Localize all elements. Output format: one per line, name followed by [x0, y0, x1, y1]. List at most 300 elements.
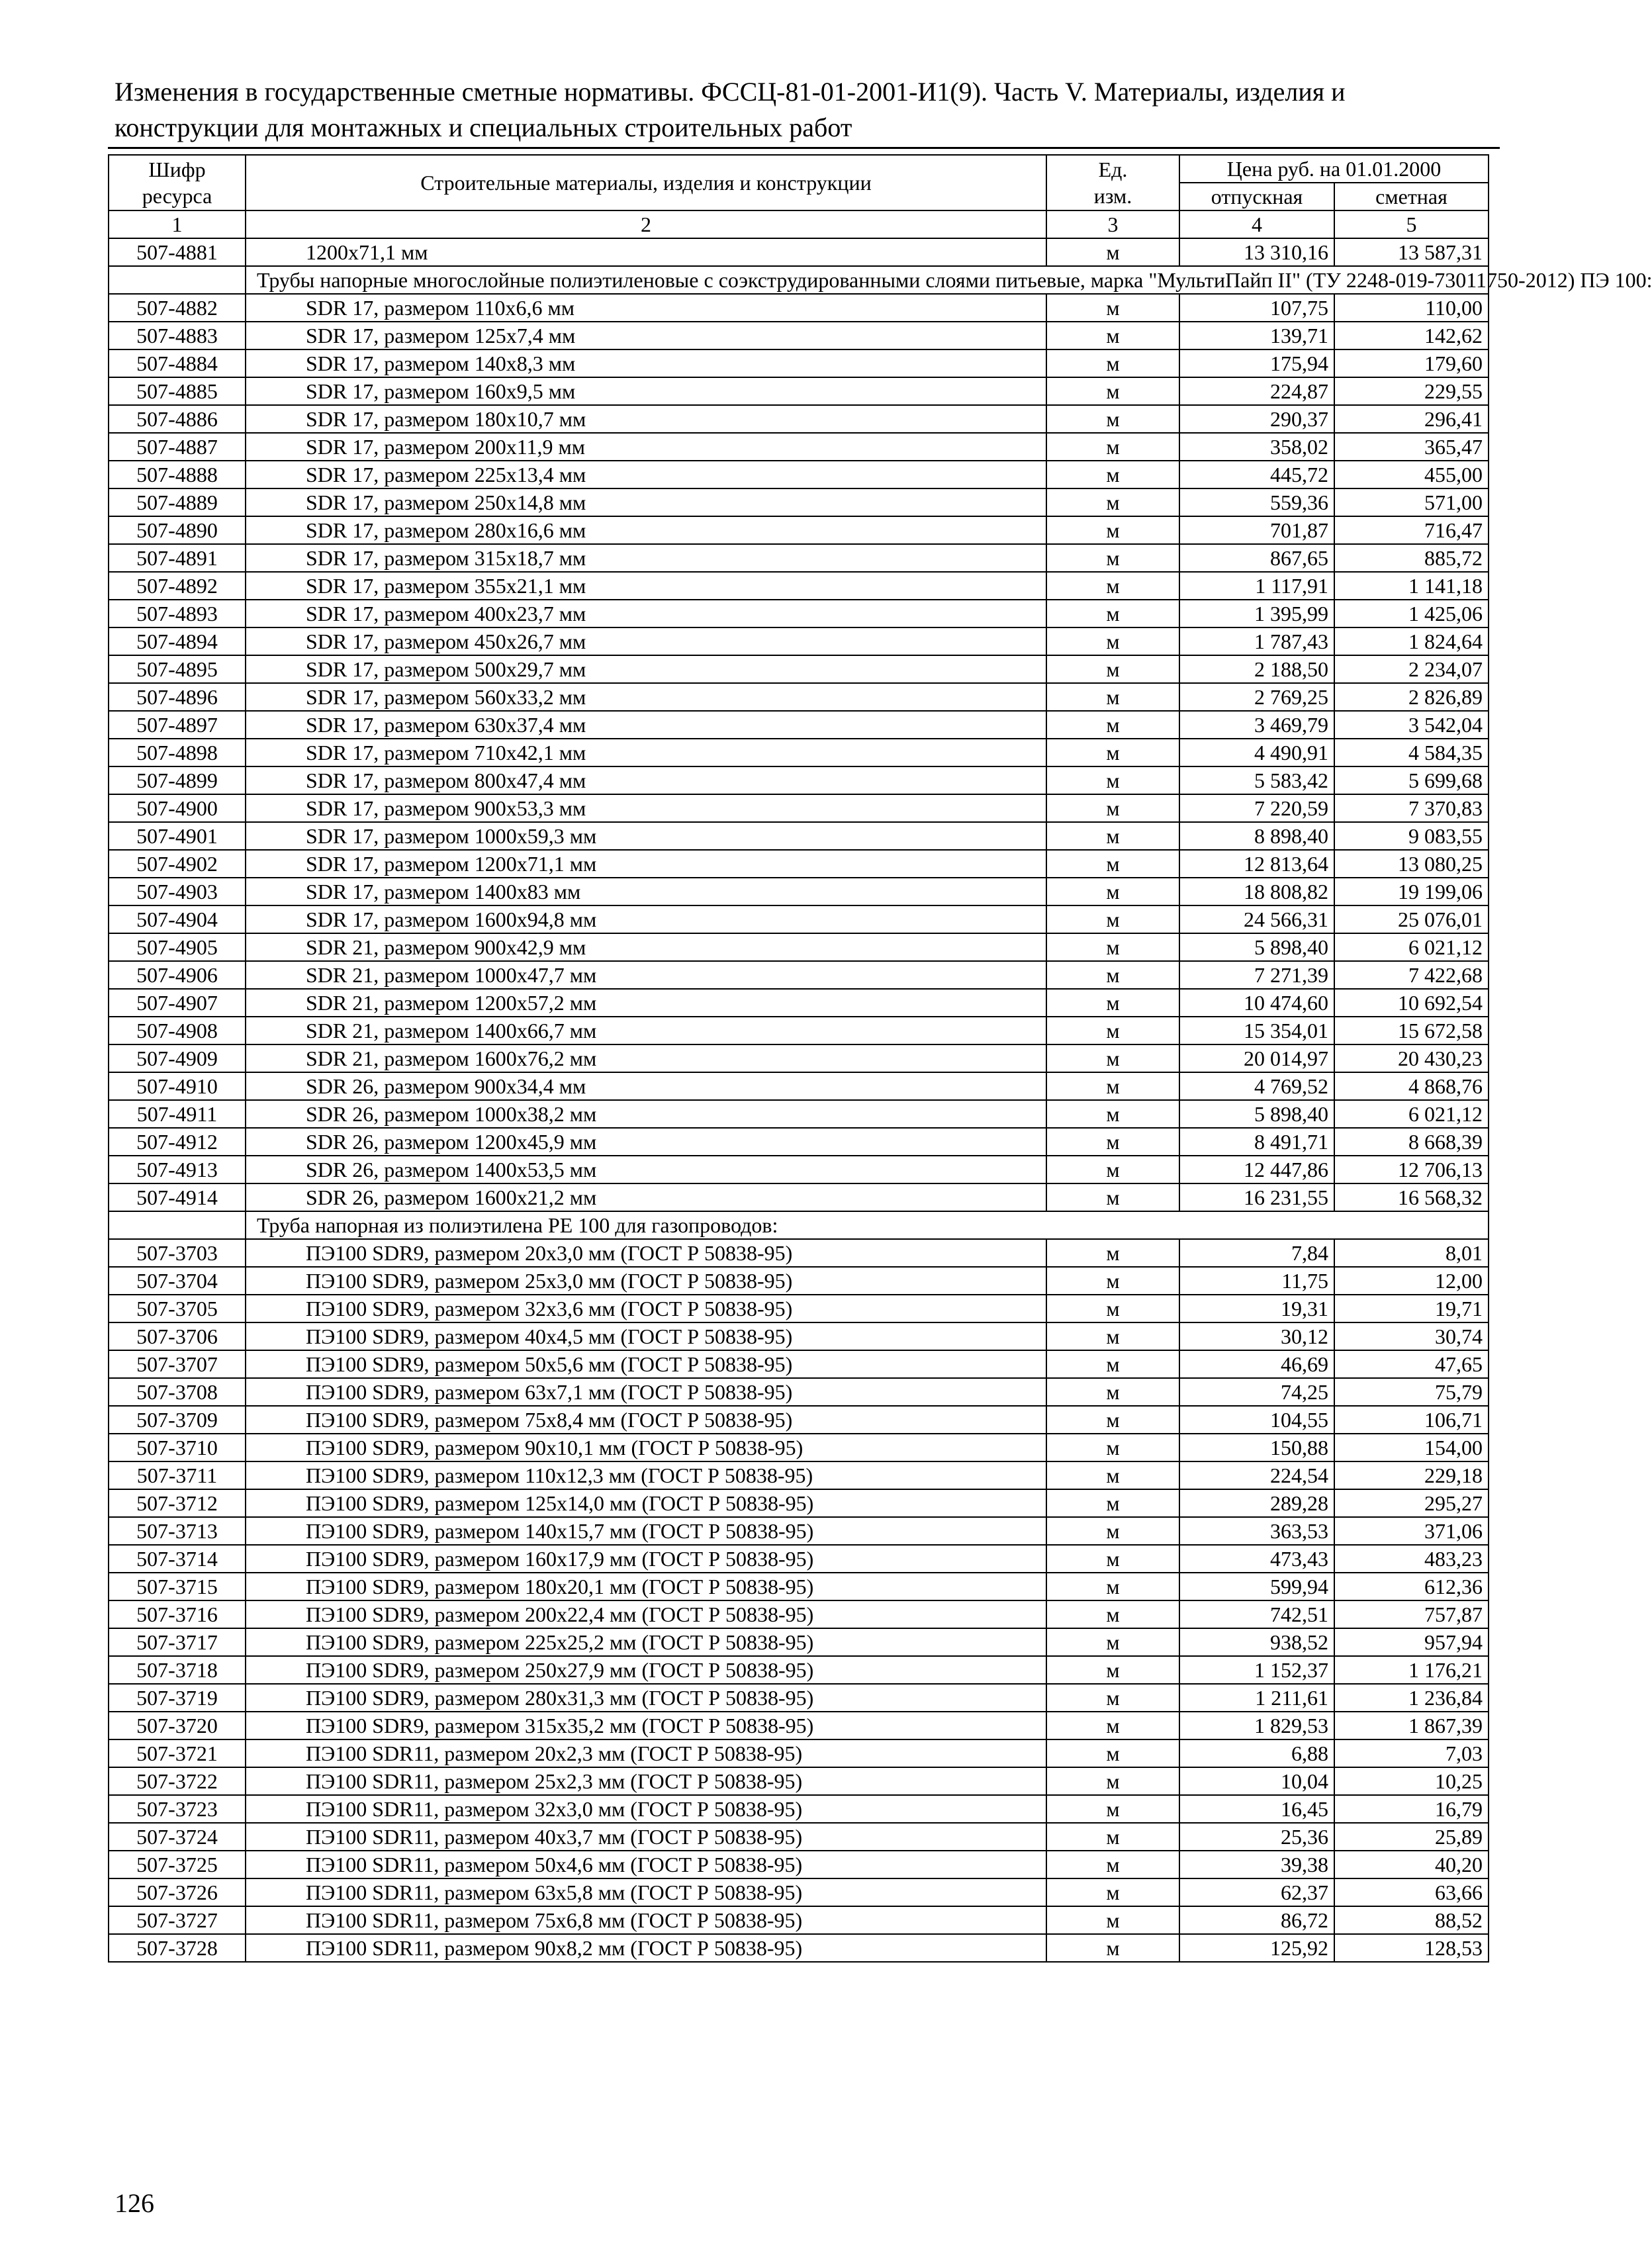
material-name: SDR 17, размером 355х21,1 мм	[246, 572, 1046, 600]
unit: м	[1046, 1295, 1179, 1322]
resource-code: 507-3722	[109, 1767, 246, 1795]
release-price: 1 829,53	[1179, 1712, 1334, 1739]
resource-code: 507-3728	[109, 1934, 246, 1962]
unit: м	[1046, 433, 1179, 461]
table-row	[109, 488, 1489, 516]
header-line-1: Изменения в государственные сметные нормативы. ФССЦ-81-01-2001-И1(9). Часть V. Материалы, изделия и	[115, 77, 1346, 107]
material-name: ПЭ100 SDR9, размером 140х15,7 мм (ГОСТ Р 50838-95)	[246, 1517, 1046, 1545]
release-price: 10 474,60	[1179, 989, 1334, 1017]
table-row	[109, 655, 1489, 683]
release-price: 224,87	[1179, 377, 1334, 405]
estimate-price: 179,60	[1334, 349, 1489, 377]
unit: м	[1046, 461, 1179, 488]
estimate-price: 957,94	[1334, 1628, 1489, 1656]
unit: м	[1046, 1767, 1179, 1795]
estimate-price: 3 542,04	[1334, 711, 1489, 739]
page-header	[115, 74, 1504, 146]
table-row	[109, 711, 1489, 739]
release-price: 5 583,42	[1179, 766, 1334, 794]
resource-code: 507-3711	[109, 1461, 246, 1489]
material-name: SDR 26, размером 1600х21,2 мм	[246, 1183, 1046, 1211]
resource-code: 507-4899	[109, 766, 246, 794]
release-price: 150,88	[1179, 1434, 1334, 1461]
resource-code: 507-3717	[109, 1628, 246, 1656]
unit: м	[1046, 1489, 1179, 1517]
unit: м	[1046, 905, 1179, 933]
release-price: 473,43	[1179, 1545, 1334, 1573]
resource-code: 507-4882	[109, 294, 246, 322]
material-name: SDR 17, размером 250х14,8 мм	[246, 488, 1046, 516]
material-name: SDR 17, размером 900х53,3 мм	[246, 794, 1046, 822]
table-row	[109, 1628, 1489, 1656]
estimate-price: 1 236,84	[1334, 1684, 1489, 1712]
estimate-price: 612,36	[1334, 1573, 1489, 1600]
table-row	[109, 850, 1489, 878]
release-price: 8 491,71	[1179, 1128, 1334, 1156]
material-name: ПЭ100 SDR9, размером 200х22,4 мм (ГОСТ Р 50838-95)	[246, 1600, 1046, 1628]
resource-code: 507-3719	[109, 1684, 246, 1712]
resource-code: 507-4904	[109, 905, 246, 933]
group-1-heading	[109, 266, 1652, 294]
table-row	[109, 461, 1489, 488]
release-price: 24 566,31	[1179, 905, 1334, 933]
resource-code: 507-4897	[109, 711, 246, 739]
release-price: 938,52	[1179, 1628, 1334, 1656]
column-number: 1	[109, 210, 246, 238]
material-name: SDR 17, размером 225х13,4 мм	[246, 461, 1046, 488]
group-2-heading	[109, 1211, 1489, 1239]
estimate-price: 19 199,06	[1334, 878, 1489, 905]
release-price: 13 310,16	[1179, 238, 1334, 266]
material-name: SDR 17, размером 800х47,4 мм	[246, 766, 1046, 794]
resource-code: 507-3718	[109, 1656, 246, 1684]
resource-code: 507-3724	[109, 1823, 246, 1851]
estimate-price: 12,00	[1334, 1267, 1489, 1295]
material-name: ПЭ100 SDR9, размером 90х10,1 мм (ГОСТ Р 50838-95)	[246, 1434, 1046, 1461]
estimate-price: 9 083,55	[1334, 822, 1489, 850]
table-row	[109, 1851, 1489, 1878]
resource-code: 507-4895	[109, 655, 246, 683]
material-name: ПЭ100 SDR9, размером 315х35,2 мм (ГОСТ Р 50838-95)	[246, 1712, 1046, 1739]
release-price: 25,36	[1179, 1823, 1334, 1851]
estimate-price: 571,00	[1334, 488, 1489, 516]
resource-code: 507-3704	[109, 1267, 246, 1295]
price-table	[108, 154, 1652, 1963]
estimate-price: 7 370,83	[1334, 794, 1489, 822]
estimate-price: 15 672,58	[1334, 1017, 1489, 1044]
table-row	[109, 349, 1489, 377]
table-row	[109, 627, 1489, 655]
table-row	[109, 1739, 1489, 1767]
unit: м	[1046, 711, 1179, 739]
release-price: 19,31	[1179, 1295, 1334, 1322]
table-row	[109, 377, 1489, 405]
material-name: ПЭ100 SDR11, размером 50х4,6 мм (ГОСТ Р 50838-95)	[246, 1851, 1046, 1878]
unit: м	[1046, 655, 1179, 683]
release-price: 599,94	[1179, 1573, 1334, 1600]
estimate-price: 8,01	[1334, 1239, 1489, 1267]
resource-code: 507-4891	[109, 544, 246, 572]
resource-code: 507-4914	[109, 1183, 246, 1211]
estimate-price: 1 425,06	[1334, 600, 1489, 627]
estimate-price: 13 080,25	[1334, 850, 1489, 878]
material-name: SDR 17, размером 140х8,3 мм	[246, 349, 1046, 377]
unit: м	[1046, 405, 1179, 433]
release-price: 1 117,91	[1179, 572, 1334, 600]
table-row	[109, 766, 1489, 794]
release-price: 1 152,37	[1179, 1656, 1334, 1684]
unit: м	[1046, 349, 1179, 377]
unit: м	[1046, 1573, 1179, 1600]
table-row	[109, 1600, 1489, 1628]
estimate-price: 229,55	[1334, 377, 1489, 405]
release-price: 74,25	[1179, 1378, 1334, 1406]
estimate-price: 110,00	[1334, 294, 1489, 322]
estimate-price: 6 021,12	[1334, 933, 1489, 961]
material-name: SDR 26, размером 1000х38,2 мм	[246, 1100, 1046, 1128]
resource-code: 507-3716	[109, 1600, 246, 1628]
material-name: ПЭ100 SDR9, размером 225х25,2 мм (ГОСТ Р 50838-95)	[246, 1628, 1046, 1656]
col-header-price: Цена руб. на 01.01.2000	[1179, 155, 1489, 183]
unit: м	[1046, 627, 1179, 655]
release-price: 559,36	[1179, 488, 1334, 516]
unit: м	[1046, 933, 1179, 961]
estimate-price: 365,47	[1334, 433, 1489, 461]
unit: м	[1046, 1712, 1179, 1739]
release-price: 16 231,55	[1179, 1183, 1334, 1211]
unit: м	[1046, 683, 1179, 711]
unit: м	[1046, 1517, 1179, 1545]
estimate-price: 7,03	[1334, 1739, 1489, 1767]
material-name: SDR 17, размером 1600х94,8 мм	[246, 905, 1046, 933]
table-row	[109, 238, 1489, 266]
table-row	[109, 1656, 1489, 1684]
material-name: SDR 21, размером 1400х66,7 мм	[246, 1017, 1046, 1044]
resource-code: 507-4907	[109, 989, 246, 1017]
table-row	[109, 1267, 1489, 1295]
unit: м	[1046, 850, 1179, 878]
table-row	[109, 1906, 1489, 1934]
estimate-price: 1 867,39	[1334, 1712, 1489, 1739]
unit: м	[1046, 516, 1179, 544]
material-name: ПЭ100 SDR9, размером 32х3,6 мм (ГОСТ Р 50838-95)	[246, 1295, 1046, 1322]
estimate-price: 25,89	[1334, 1823, 1489, 1851]
release-price: 5 898,40	[1179, 1100, 1334, 1128]
resource-code: 507-4896	[109, 683, 246, 711]
estimate-price: 106,71	[1334, 1406, 1489, 1434]
resource-code: 507-4888	[109, 461, 246, 488]
unit: м	[1046, 377, 1179, 405]
estimate-price: 16 568,32	[1334, 1183, 1489, 1211]
table-row	[109, 544, 1489, 572]
resource-code: 507-3715	[109, 1573, 246, 1600]
release-price: 358,02	[1179, 433, 1334, 461]
unit: м	[1046, 544, 1179, 572]
estimate-price: 10 692,54	[1334, 989, 1489, 1017]
release-price: 175,94	[1179, 349, 1334, 377]
release-price: 30,12	[1179, 1322, 1334, 1350]
column-number: 5	[1334, 210, 1489, 238]
material-name: SDR 17, размером 200х11,9 мм	[246, 433, 1046, 461]
estimate-price: 455,00	[1334, 461, 1489, 488]
table-row	[109, 1322, 1489, 1350]
estimate-price: 4 584,35	[1334, 739, 1489, 766]
release-price: 289,28	[1179, 1489, 1334, 1517]
material-name: ПЭ100 SDR9, размером 110х12,3 мм (ГОСТ Р 50838-95)	[246, 1461, 1046, 1489]
unit: м	[1046, 488, 1179, 516]
unit: м	[1046, 1545, 1179, 1573]
material-name: ПЭ100 SDR11, размером 40х3,7 мм (ГОСТ Р 50838-95)	[246, 1823, 1046, 1851]
estimate-price: 757,87	[1334, 1600, 1489, 1628]
estimate-price: 10,25	[1334, 1767, 1489, 1795]
table-row	[109, 1350, 1489, 1378]
table-row	[109, 1545, 1489, 1573]
unit: м	[1046, 1072, 1179, 1100]
estimate-price: 63,66	[1334, 1878, 1489, 1906]
resource-code: 507-3727	[109, 1906, 246, 1934]
resource-code: 507-3703	[109, 1239, 246, 1267]
unit: м	[1046, 1434, 1179, 1461]
material-name: SDR 17, размером 1400х83 мм	[246, 878, 1046, 905]
resource-code: 507-4903	[109, 878, 246, 905]
resource-code: 507-3712	[109, 1489, 246, 1517]
unit: м	[1046, 294, 1179, 322]
unit: м	[1046, 878, 1179, 905]
unit: м	[1046, 961, 1179, 989]
material-name: SDR 21, размером 1000х47,7 мм	[246, 961, 1046, 989]
release-price: 445,72	[1179, 461, 1334, 488]
table-row	[109, 405, 1489, 433]
estimate-price: 1 824,64	[1334, 627, 1489, 655]
release-price: 125,92	[1179, 1934, 1334, 1962]
material-name: ПЭ100 SDR9, размером 125х14,0 мм (ГОСТ Р 50838-95)	[246, 1489, 1046, 1517]
table-row	[109, 1100, 1489, 1128]
resource-code: 507-3709	[109, 1406, 246, 1434]
material-name: ПЭ100 SDR9, размером 50х5,6 мм (ГОСТ Р 50838-95)	[246, 1350, 1046, 1378]
estimate-price: 75,79	[1334, 1378, 1489, 1406]
column-number: 3	[1046, 210, 1179, 238]
material-name: SDR 17, размером 450х26,7 мм	[246, 627, 1046, 655]
unit: м	[1046, 1017, 1179, 1044]
material-name: SDR 26, размером 1200х45,9 мм	[246, 1128, 1046, 1156]
release-price: 10,04	[1179, 1767, 1334, 1795]
resource-code: 507-3720	[109, 1712, 246, 1739]
material-name: SDR 17, размером 710х42,1 мм	[246, 739, 1046, 766]
table-row	[109, 1239, 1489, 1267]
material-name: SDR 21, размером 1600х76,2 мм	[246, 1044, 1046, 1072]
col-header-name: Строительные материалы, изделия и конструкции	[246, 155, 1046, 210]
material-name: ПЭ100 SDR11, размером 63х5,8 мм (ГОСТ Р 50838-95)	[246, 1878, 1046, 1906]
unit: м	[1046, 1044, 1179, 1072]
material-name: ПЭ100 SDR9, размером 40х4,5 мм (ГОСТ Р 50838-95)	[246, 1322, 1046, 1350]
resource-code: 507-4905	[109, 933, 246, 961]
column-number-row	[109, 210, 1489, 238]
table-row	[109, 1795, 1489, 1823]
unit: м	[1046, 739, 1179, 766]
unit: м	[1046, 1378, 1179, 1406]
estimate-price: 142,62	[1334, 322, 1489, 349]
release-price: 7 271,39	[1179, 961, 1334, 989]
material-name: ПЭ100 SDR9, размером 180х20,1 мм (ГОСТ Р 50838-95)	[246, 1573, 1046, 1600]
table-row	[109, 1156, 1489, 1183]
release-price: 1 787,43	[1179, 627, 1334, 655]
release-price: 139,71	[1179, 322, 1334, 349]
column-number: 4	[1179, 210, 1334, 238]
material-name: SDR 17, размером 400х23,7 мм	[246, 600, 1046, 627]
unit: м	[1046, 1823, 1179, 1851]
material-name: SDR 26, размером 1400х53,5 мм	[246, 1156, 1046, 1183]
rows-group-2	[109, 1239, 1489, 1962]
table-row	[109, 322, 1489, 349]
table-row	[109, 572, 1489, 600]
unit: м	[1046, 1934, 1179, 1962]
resource-code: 507-4887	[109, 433, 246, 461]
material-name: ПЭ100 SDR9, размером 25х3,0 мм (ГОСТ Р 50838-95)	[246, 1267, 1046, 1295]
unit: м	[1046, 989, 1179, 1017]
col-header-code: Шифр ресурса	[109, 155, 246, 210]
header-rule	[108, 147, 1500, 149]
unit: м	[1046, 1156, 1179, 1183]
table-row	[109, 1489, 1489, 1517]
estimate-price: 1 176,21	[1334, 1656, 1489, 1684]
release-price: 7,84	[1179, 1239, 1334, 1267]
release-price: 86,72	[1179, 1906, 1334, 1934]
material-name: SDR 21, размером 1200х57,2 мм	[246, 989, 1046, 1017]
resource-code: 507-3706	[109, 1322, 246, 1350]
release-price: 7 220,59	[1179, 794, 1334, 822]
unit: м	[1046, 1183, 1179, 1211]
unit: м	[1046, 1851, 1179, 1878]
table-row	[109, 739, 1489, 766]
material-name: SDR 17, размером 1000х59,3 мм	[246, 822, 1046, 850]
release-price: 3 469,79	[1179, 711, 1334, 739]
material-name: SDR 17, размером 500х29,7 мм	[246, 655, 1046, 683]
rows-group-1	[109, 294, 1489, 1211]
resource-code: 507-4898	[109, 739, 246, 766]
release-price: 20 014,97	[1179, 1044, 1334, 1072]
release-price: 15 354,01	[1179, 1017, 1334, 1044]
table-row	[109, 1878, 1489, 1906]
unit: м	[1046, 1878, 1179, 1906]
resource-code: 507-3726	[109, 1878, 246, 1906]
material-name: ПЭ100 SDR11, размером 32х3,0 мм (ГОСТ Р 50838-95)	[246, 1795, 1046, 1823]
page-number: 126	[115, 2188, 154, 2218]
material-name: ПЭ100 SDR11, размером 25х2,3 мм (ГОСТ Р 50838-95)	[246, 1767, 1046, 1795]
material-name: SDR 17, размером 315х18,7 мм	[246, 544, 1046, 572]
material-name: ПЭ100 SDR9, размером 75х8,4 мм (ГОСТ Р 50838-95)	[246, 1406, 1046, 1434]
unit: м	[1046, 794, 1179, 822]
table-row	[109, 989, 1489, 1017]
unit: м	[1046, 1628, 1179, 1656]
material-name: SDR 17, размером 1200х71,1 мм	[246, 850, 1046, 878]
estimate-price: 371,06	[1334, 1517, 1489, 1545]
release-price: 46,69	[1179, 1350, 1334, 1378]
resource-code: 507-3723	[109, 1795, 246, 1823]
material-name: ПЭ100 SDR11, размером 90х8,2 мм (ГОСТ Р 50838-95)	[246, 1934, 1046, 1962]
resource-code: 507-4900	[109, 794, 246, 822]
estimate-price: 16,79	[1334, 1795, 1489, 1823]
material-name: SDR 21, размером 900х42,9 мм	[246, 933, 1046, 961]
estimate-price: 47,65	[1334, 1350, 1489, 1378]
unit: м	[1046, 766, 1179, 794]
table-row	[109, 683, 1489, 711]
material-name: ПЭ100 SDR9, размером 250х27,9 мм (ГОСТ Р 50838-95)	[246, 1656, 1046, 1684]
resource-code: 507-4889	[109, 488, 246, 516]
rows-top	[109, 238, 1489, 266]
unit: м	[1046, 1350, 1179, 1378]
material-name: SDR 17, размером 160х9,5 мм	[246, 377, 1046, 405]
release-price: 701,87	[1179, 516, 1334, 544]
resource-code: 507-4886	[109, 405, 246, 433]
resource-code: 507-4913	[109, 1156, 246, 1183]
estimate-price: 7 422,68	[1334, 961, 1489, 989]
unit: м	[1046, 1795, 1179, 1823]
release-price: 4 769,52	[1179, 1072, 1334, 1100]
table-row	[109, 1072, 1489, 1100]
col-header-release-price: отпускная	[1179, 183, 1334, 210]
table-row	[109, 600, 1489, 627]
resource-code: 507-4894	[109, 627, 246, 655]
release-price: 224,54	[1179, 1461, 1334, 1489]
release-price: 4 490,91	[1179, 739, 1334, 766]
material-name: ПЭ100 SDR9, размером 20х3,0 мм (ГОСТ Р 50838-95)	[246, 1239, 1046, 1267]
estimate-price: 128,53	[1334, 1934, 1489, 1962]
resource-code: 507-4910	[109, 1072, 246, 1100]
unit: м	[1046, 572, 1179, 600]
resource-code: 507-4893	[109, 600, 246, 627]
unit: м	[1046, 1684, 1179, 1712]
table-row	[109, 1934, 1489, 1962]
estimate-price: 8 668,39	[1334, 1128, 1489, 1156]
table-row	[109, 1378, 1489, 1406]
table-row	[109, 1461, 1489, 1489]
estimate-price: 229,18	[1334, 1461, 1489, 1489]
estimate-price: 1 141,18	[1334, 572, 1489, 600]
unit: м	[1046, 1100, 1179, 1128]
resource-code: 507-4883	[109, 322, 246, 349]
material-name: SDR 17, размером 630х37,4 мм	[246, 711, 1046, 739]
resource-code: 507-4881	[109, 238, 246, 266]
unit: м	[1046, 1267, 1179, 1295]
unit: м	[1046, 1656, 1179, 1684]
resource-code: 507-3705	[109, 1295, 246, 1322]
table-row	[109, 1434, 1489, 1461]
table-row	[109, 794, 1489, 822]
release-price: 363,53	[1179, 1517, 1334, 1545]
release-price: 104,55	[1179, 1406, 1334, 1434]
resource-code: 507-4912	[109, 1128, 246, 1156]
table-row	[109, 878, 1489, 905]
release-price: 16,45	[1179, 1795, 1334, 1823]
resource-code: 507-3713	[109, 1517, 246, 1545]
unit: м	[1046, 1906, 1179, 1934]
column-number: 2	[246, 210, 1046, 238]
resource-code: 507-4911	[109, 1100, 246, 1128]
table-row	[109, 1183, 1489, 1211]
resource-code: 507-3714	[109, 1545, 246, 1573]
estimate-price: 154,00	[1334, 1434, 1489, 1461]
col-header-unit: Ед. изм.	[1046, 155, 1179, 210]
table-row	[109, 1573, 1489, 1600]
estimate-price: 4 868,76	[1334, 1072, 1489, 1100]
estimate-price: 6 021,12	[1334, 1100, 1489, 1128]
unit: м	[1046, 1322, 1179, 1350]
release-price: 6,88	[1179, 1739, 1334, 1767]
estimate-price: 19,71	[1334, 1295, 1489, 1322]
estimate-price: 2 826,89	[1334, 683, 1489, 711]
table-row	[109, 433, 1489, 461]
release-price: 742,51	[1179, 1600, 1334, 1628]
